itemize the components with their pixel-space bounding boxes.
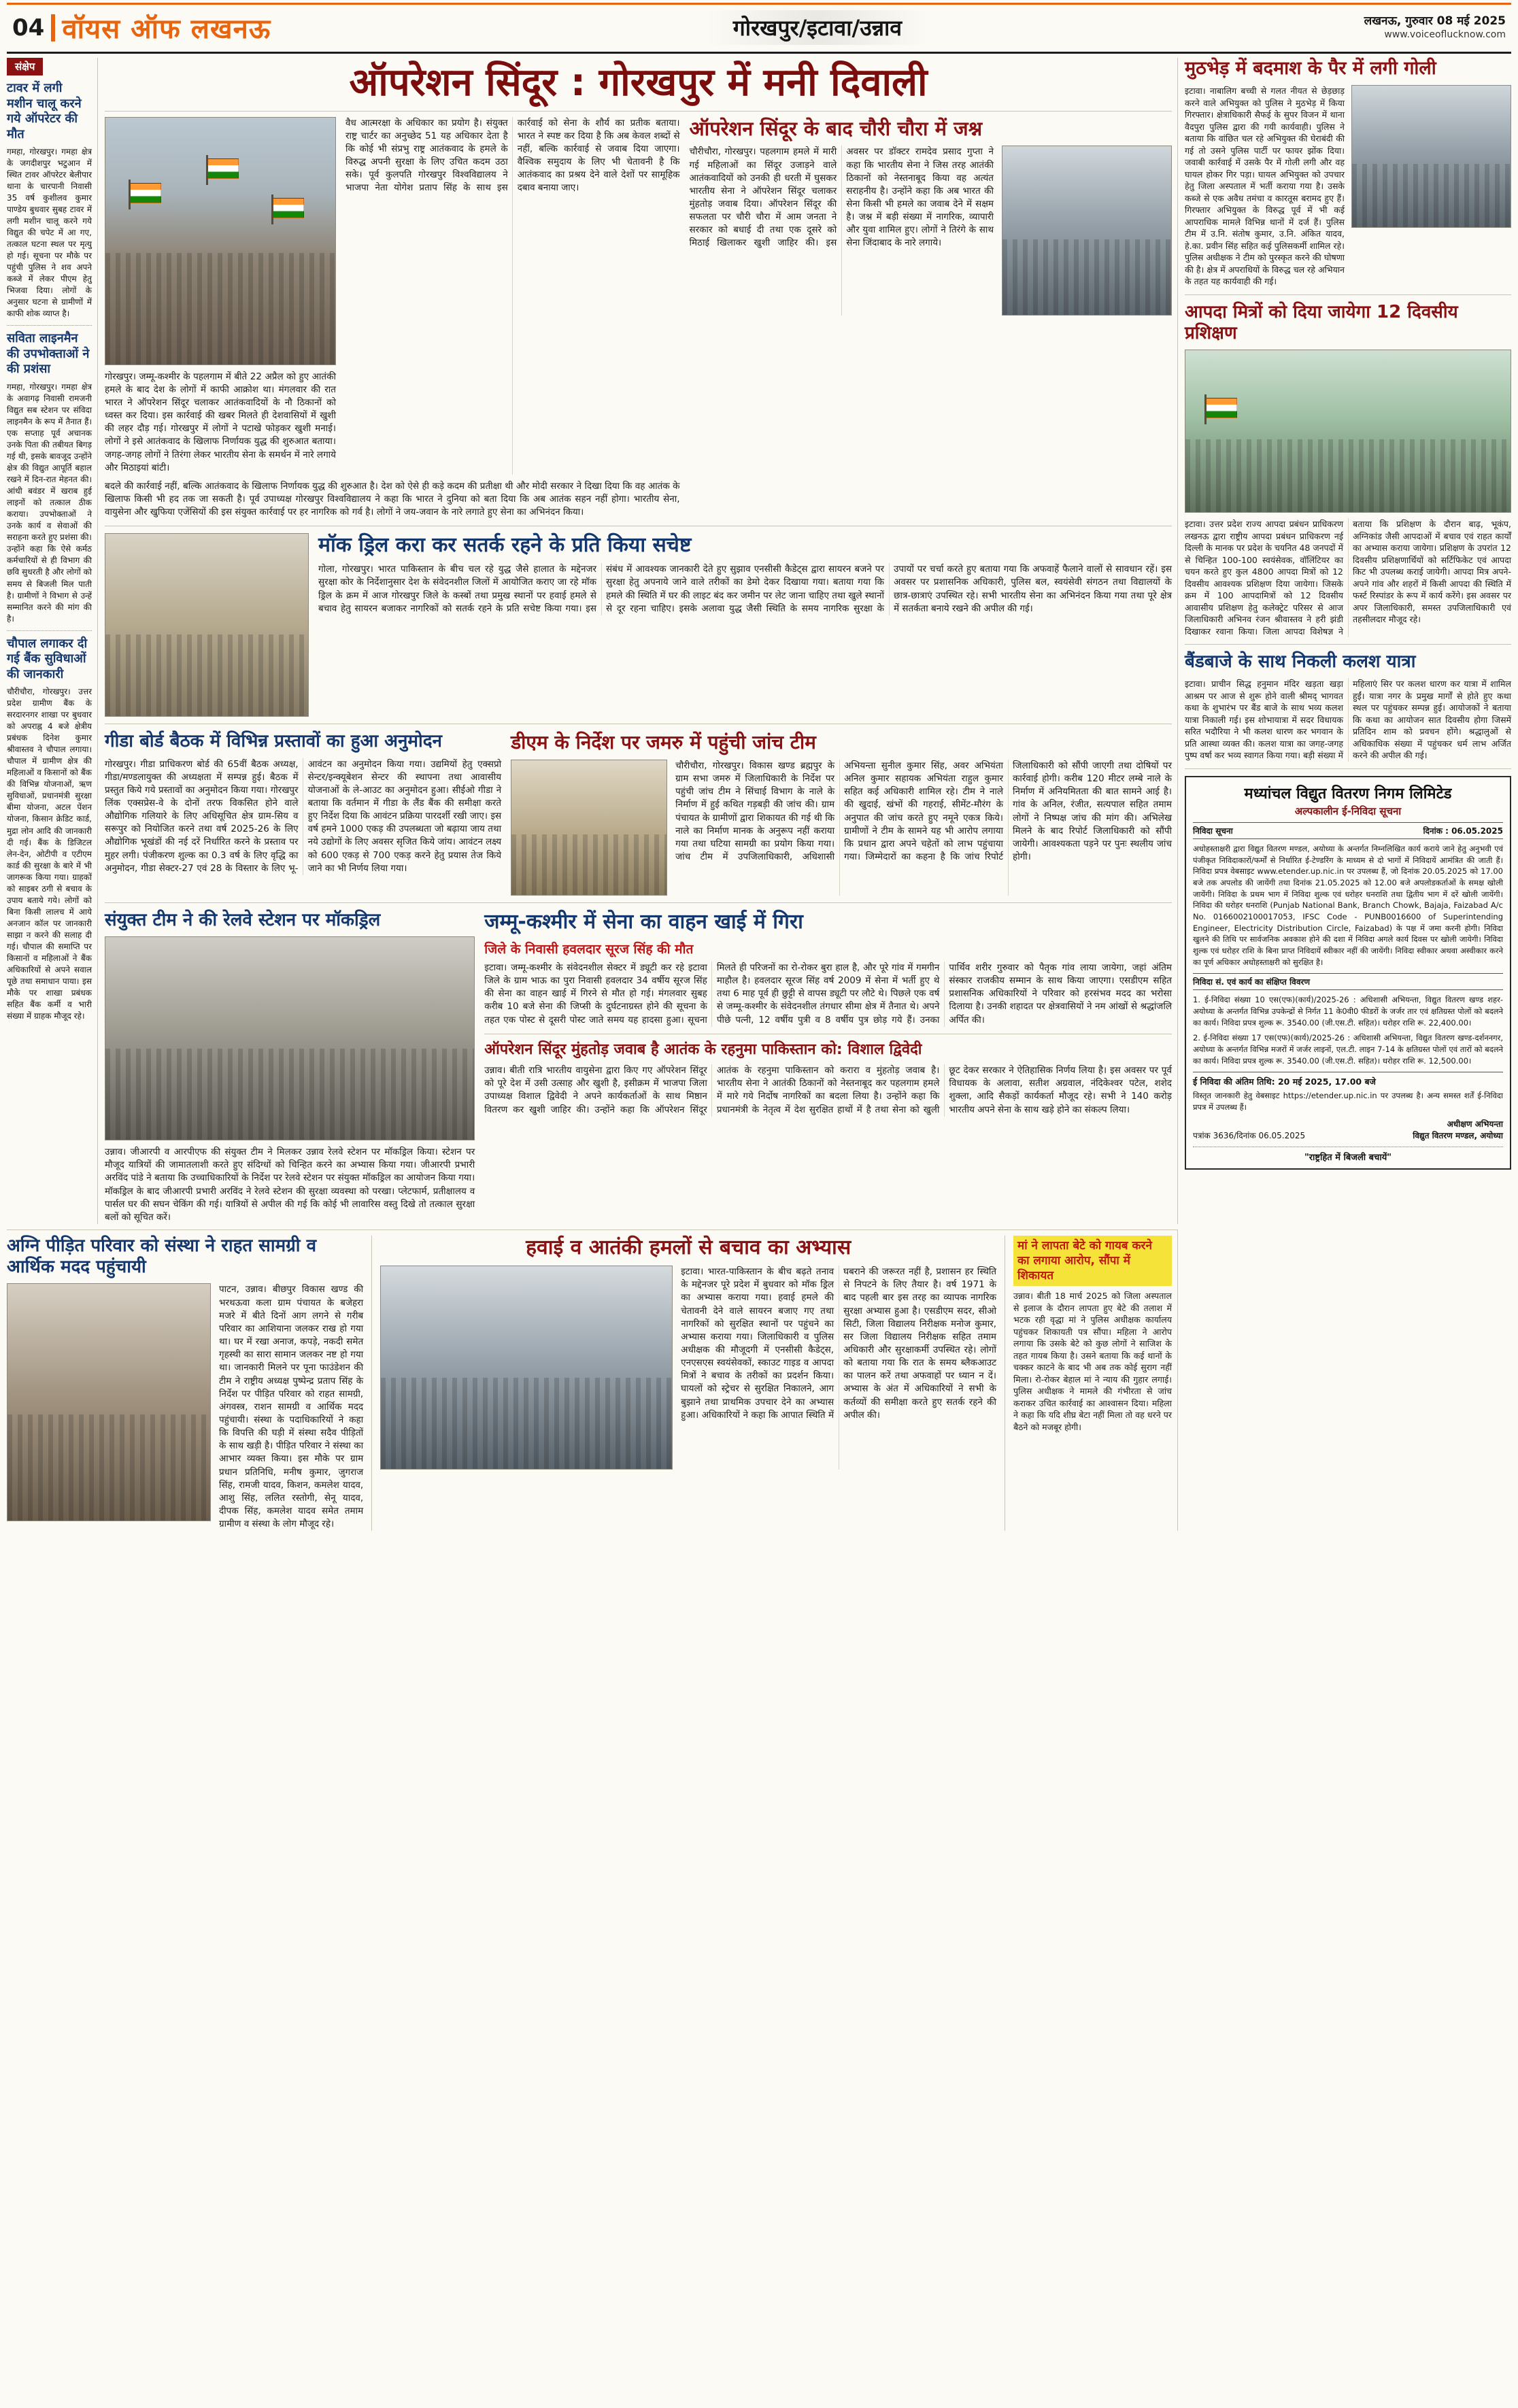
mid-row xyxy=(105,724,1172,896)
story-aapda-mitra xyxy=(1185,302,1511,645)
photo-crowd-flags xyxy=(105,117,336,365)
lead-headline: ऑपरेशन सिंदूर : गोरखपुर में मनी दिवाली xyxy=(349,61,928,105)
story-body: इटावा। उत्तर प्रदेश राज्य आपदा प्रबंधन प्राधिकरण लखनऊ द्वारा राष्ट्रीय आपदा प्रबंधन प्राधिकरण नई दिल्ली के मानक पर प्रदेश के चयनित 48 जनपदों में से चिन्हित 100-100 स्वयंसेवक, वॉलिंटियर का चयन करते हुए कुल 4800 आपदा मित्रों को 12 दिवसीय आवश्यक प्रशिक्षण दिया जायेगा। जिसके क्रम में 100 आपदामित्रों को 12 दिवसीय आवासीय प्रशिक्षण हेतु कलेक्ट्रेट परिसर से आज जिलाधिकारी अभिनव रंजन श्रीवास्तव ने हरी झंडी दिखाकर रवाना किया। जिला आपदा विशेषज्ञ ने बताया कि प्रशिक्षण के दौरान बाढ़, भूकंप, अग्निकांड जैसी आपदाओं में बचाव एवं राहत कार्यों का अभ्यास कराया जायेगा। प्रशिक्षण के उपरांत 12 दिवसीय प्रशिक्षणार्थियों को सर्टिफिकेट एवं आपदा किट भी उपलब्ध कराई जायेगी। आपदा मित्र अपने-अपने गांव और शहरों में किसी आपदा की स्थिति में फर्स्ट रिस्पांडर के रूप में कार्य करेंगे। इस अवसर पर अपर जिलाधिकारी, समस्त उपजिलाधिकारी एवं तहसीलदार मौजूद रहे। xyxy=(1185,519,1511,637)
story-headline: अग्नि पीड़ित परिवार को संस्था ने राहत सामग्री व आर्थिक मदद पहुंचायी xyxy=(7,1236,317,1278)
story-fire-relief xyxy=(7,1236,363,1531)
story-lead xyxy=(105,117,680,520)
photo-soldiers-station xyxy=(105,936,475,1140)
section-title: गोरखपुर/इटावा/उन्नाव xyxy=(706,10,929,45)
photo-officials-group xyxy=(380,1266,673,1470)
india-flag-icon xyxy=(130,183,161,203)
lead-row xyxy=(105,111,1172,520)
lead-body-3: बदले की कार्रवाई नहीं, बल्कि आतंकवाद के खिलाफ निर्णायक युद्ध की शुरुआत है। देश को ऐसे ही कड़े कदम की प्रतीक्षा थी और मोदी सरकार ने दिखा दिया कि वह आतंक के खिलाफ किसी भी हद तक जा सकती है। पूर्व उपाध्यक्ष गोरखपुर विश्वविद्यालय ने कहा कि भारत ने दुनिया को बता दिया कि अब आतंक सहन नहीं होगा। भारतीय सेना, वायुसेना और खुफिया एजेंसियों की इस संयुक्त कार्रवाई पर हर नागरिक को गर्व है। लोगों ने जय-जवान के नारे लगाते हुए सेना का अभिनंदन किया। xyxy=(105,480,680,518)
story-body: उन्नाव। बीती रात्रि भारतीय वायुसेना द्वारा किए गए ऑपरेशन सिंदूर को पूरे देश में उसी उत्साह और खुशी है, इसीक्रम में भाजपा जिला उपाध्यक्ष विशाल द्विवेदी ने अपने कार्यकर्ताओं के साथ मिष्ठान वितरण कर खुशी जाहिर की। उन्होंने कहा कि ऑपरेशन सिंदूर आतंक के रहनुमा पाकिस्तान को करारा व मुंहतोड़ जवाब है। भारतीय सेना ने आतंकी ठिकानों को नेस्तनाबूद कर पहलगाम हमले में मारे गये निर्दोष नागरिकों का बदला लिया है। उन्होंने कहा कि प्रधानमंत्री के नेतृत्व में देश सुरक्षित हाथों में है तथा सेना को खुली छूट देकर सरकार ने ऐतिहासिक निर्णय लिया है। इस अवसर पर पूर्व विधायक के अलावा, सतीश अग्रवाल, नंदिकेश्वर पटेल, शशेद शुक्ला, आदि सैकड़ों कार्यकर्ता मौजूद रहे। सभी ने 140 करोड़ भारतीय अपने सेना के साथ खड़े होने का संकल्प लिया। xyxy=(484,1065,1172,1115)
briefs-label: संक्षेप xyxy=(7,58,43,75)
story-mock-drill xyxy=(105,526,1172,717)
brief-body: चौरीचौरा, गोरखपुर। उत्तर प्रदेश ग्रामीण बैंक के सरदारनगर शाखा पर बुधवार को अपराह्न 4 बजे क्षेत्रीय प्रबंधक दिनेश कुमार श्रीवास्तव ने चौपाल लगाया। चौपाल में ग्रामीण क्षेत्र की महिलाओं व किसानों को बैंक की विभिन्न योजनाओं, ऋण सुविधाओं, प्रधानमंत्री सुरक्षा बीमा योजना, अटल पेंशन योजना, किसान क्रेडिट कार्ड, मुद्रा लोन आदि की जानकारी दी गई। बैंक के डिजिटल लेन-देन, ओटीपी व एटीएम कार्ड की सुरक्षा के बारे में भी जागरूक किया गया। ग्राहकों को साइबर ठगी से बचाव के उपाय बताये गये। लोगों को बिना किसी लालच में आये अनजान कॉल पर जानकारी साझा न करने की सलाह दी गई। चौपाल की समाप्ति पर किसानों व महिलाओं ने बैंक अधिकारियों से अपने सवाल पूछे तथा समाधान पाया। इस मौके पर शाखा प्रबंधक सहित बैंक कर्मी व भारी संख्या में ग्राहक मौजूद रहे। xyxy=(7,687,92,1021)
story-body: गोला, गोरखपुर। भारत पाकिस्तान के बीच चल रहे युद्ध जैसे हालात के मद्देनजर सुरक्षा कोर के निर्देशानुसार देश के संवेदनशील जिलों में आयोजित कराए जा रहे मॉक ड्रिल के क्रम में आज गोरखपुर जिले के कस्बों तथा प्रमुख स्थानों पर हवाई हमले से बचाव हेतु सायरन बजाकर नागरिकों को सतर्क रहने के प्रति सचेष्ट किया गया। इस संबंध में आवश्यक जानकारी देते हुए सुझाव एनसीसी कैडेट्स द्वारा सायरन बजने पर सुरक्षा हेतु अपनाये जाने वाले तरीकों का डेमो देकर दिखाया गया। बताया गया कि हमले की स्थिति में घर की लाइट बंद कर जमीन पर लेट जाना चाहिए तथा खुले स्थानों से दूर रहना चाहिए। इसके अलावा युद्ध जैसी स्थिति के समय नागरिक सुरक्षा के उपायों पर चर्चा करते हुए बताया गया कि अफवाहें फैलाने वालों से सावधान रहें। इस अवसर पर प्रशासनिक अधिकारी, पुलिस बल, स्वयंसेवी संगठन तथा विद्यालयों के छात्र-छात्राएं उपस्थित रहे। सभी भारतीय सेना का अभिनंदन किया गया तथा पूरे क्षेत्र में सतर्कता बनाये रखने की अपील की गई। xyxy=(318,564,1172,614)
masthead-divider xyxy=(51,14,55,41)
story-railway-mockdrill xyxy=(105,910,475,1224)
tender-website-note: विस्तृत जानकारी हेतु वेबसाइट https://etender.up.nic.in पर उपलब्ध है। अन्य समस्त शर्तें ई-निविदा प्रपत्र में उपलब्ध हैं। xyxy=(1193,1091,1503,1113)
page-grid xyxy=(7,58,1511,1531)
brief-headline: टावर में लगी मशीन चालू करने गये ऑपरेटर की मौत xyxy=(7,81,82,141)
story-headline: आपदा मित्रों को दिया जायेगा 12 दिवसीय प्रशिक्षण xyxy=(1185,301,1458,344)
brief-body: गमहा, गोरखपुर। गमहा क्षेत्र के जगदीशपुर भटुआन में स्थित टावर ऑपरेटर बेलीपार थाना के चारपानी निवासी 35 वर्ष कुशीलव कुमार पाण्डेय बुधवार सुबह टावर में लगी मशीन चालू करने गये विद्युत की चपेट में आ गए, तत्काल घटना स्थल पर मृत्यु हो गई। सूचना पर मौके पर पहुंची पुलिस ने शव अपने कब्जे में लेकर पीएम हेतु भिजवा दिया। लोगों के अनुसार घटना से ग्रामीणों में काफी शोक व्याप्त है। xyxy=(7,147,92,319)
tender-summary-heading: निविदा सं. एवं कार्य का संक्षिप्त विवरण xyxy=(1193,977,1311,987)
tender-signoff xyxy=(1413,1119,1503,1142)
story-army-vehicle xyxy=(484,910,1172,1224)
tender-notice xyxy=(1185,776,1511,1170)
tender-slogan: "राष्ट्रहित में बिजली बचायें" xyxy=(1193,1147,1503,1163)
story-headline: ऑपरेशन सिंदूर मुंहतोड़ जवाब है आतंक के रहनुमा पाकिस्तान को: विशाल द्विवेदी xyxy=(484,1040,922,1058)
story-chauri-chaura xyxy=(690,117,1172,520)
story-layout xyxy=(1185,85,1511,288)
divider xyxy=(7,325,92,326)
masthead-right xyxy=(1364,14,1506,41)
story-headline: बैंडबाजे के साथ निकली कलश यात्रा xyxy=(1185,651,1416,673)
divider xyxy=(7,630,92,631)
main-column xyxy=(105,58,1178,1224)
story-headline: संयुक्त टीम ने की रेलवे स्टेशन पर मॉकड्रिल xyxy=(105,909,381,930)
brief-headline: चौपाल लगाकर दी गई बैंक सुविधाओं की जानकारी xyxy=(7,636,88,681)
green-flag-icon xyxy=(1206,398,1237,418)
story-kalash-yatra xyxy=(1185,651,1511,769)
story-missing-son xyxy=(1013,1236,1172,1531)
tender-meta xyxy=(1193,822,1503,839)
tender-organization: मध्यांचल विद्युत वितरण निगम लिमिटेड xyxy=(1244,785,1452,802)
masthead xyxy=(7,3,1511,54)
briefs-column xyxy=(7,58,98,1224)
brief-item xyxy=(7,331,92,624)
photo-police-officers xyxy=(1351,85,1511,228)
story-gida-board xyxy=(105,731,501,896)
tender-summary-bar xyxy=(1193,973,1503,990)
paper-name: वॉयस ऑफ लखनऊ xyxy=(62,14,271,45)
bottom-row xyxy=(7,1230,1178,1531)
lead-body-1: गोरखपुर। जम्मू-कश्मीर के पहलगाम में बीते 22 अप्रैल को हुए आतंकी हमले के बाद देश के लोगों में काफी आक्रोश था। मंगलवार की रात भारत ने ऑपरेशन सिंदूर चलाकर आतंकवादियों के नौ ठिकानों को ध्वस्त कर दिया। इस कार्रवाई की खबर मिलते ही देशवासियों में खुशी की लहर दौड़ गई। गोरखपुर में लोगों ने पटाखे फोड़कर खुशी मनाई। लोगों ने इसे आतंकवाद के खिलाफ निर्णायक युद्ध की शुरुआत बताया। जगह-जगह लोगों ने तिरंगा लेकर भारतीय सेना के समर्थन में नारे लगाये और मिठाइयां बांटी। xyxy=(105,371,336,473)
tender-date: दिनांक : 06.05.2025 xyxy=(1423,826,1503,836)
story-body: इटावा। प्राचीन सिद्ध हनुमान मंदिर खड़ता खड़ा आश्रम पर आज से शुरू होने वाली श्रीमद् भागवत कथा के शुभारंभ पर बैंड बाजे के साथ भव्य कलश यात्रा निकाली गई। इस शोभायात्रा में सदर विधायक सरित भदौरिया ने भी कलश धारण कर भगवान के प्रति आस्था व्यक्त की। कलश यात्रा का जगह-जगह पुष्प वर्षा कर भव्य स्वागत किया गया। बड़ी संख्या में महिलाएं सिर पर कलश धारण कर यात्रा में शामिल हुईं। यात्रा नगर के प्रमुख मार्गों से होते हुए कथा स्थल पर पहुंचकर सम्पन्न हुई। आयोजकों ने बताया कि कथा का आयोजन सात दिवसीय होगा जिसमें प्रतिदिन शाम को प्रवचन होंगे। श्रद्धालुओं से अधिकाधिक संख्या में पहुंचकर धर्म लाभ अर्जित करने की अपील की गई। xyxy=(1185,679,1511,761)
story-air-drill xyxy=(371,1236,1005,1531)
brief-body: गमहा, गोरखपुर। गमहा क्षेत्र के अवागढ़ निवासी रामजनी विद्युत सब स्टेशन पर संविदा लाइनमैन के रूप में तैनात हैं। एक सप्ताह पूर्व अचानक उनके पिता की तबीयत बिगड़ गई थी, इसके बावजूद उन्होंने क्षेत्र की विद्युत आपूर्ति बहाल रखने में दिन-रात मेहनत की। आंधी बवंडर में खराब हुई लाइनों को तत्काल ठीक कराया। उपभोक्ताओं ने उनके कार्य व सेवाओं की सराहना करते हुए प्रशंसा की। उन्होंने कहा कि ऐसे कर्मठ कर्मचारियों से ही विभाग की छवि सुधरती है और लोगों को समय से बिजली मिल पाती है। ग्रामीणों ने विभाग से उन्हें सम्मानित करने की मांग की है। xyxy=(7,381,92,624)
story-body: चौरीचौरा, गोरखपुर। पहलगाम हमले में मारी गई महिलाओं का सिंदूर उजाड़ने वाले आतंकवादियों को उनकी ही धरती में घुसकर भारतीय सेना ने ऑपरेशन सिंदूर चलाकर मुंहतोड़ जवाब दिया। ऑपरेशन सिंदूर की सफलता पर चौरी चौरा में आम जनता ने सरकार को बधाई दी तथा एक दूसरे को मिठाई खिलाकर खुशी जाहिर की। इस अवसर पर डॉक्टर रामदेव प्रसाद गुप्ता ने कहा कि भारतीय सेना ने जिस तरह आतंकी ठिकानों को नेस्तनाबूद किया वह अत्यंत सराहनीय है। उन्होंने कहा कि अब भारत की सेना किसी भी हमले का जवाब देने में सक्षम है। जश्न में बड़ी संख्या में नागरिक, व्यापारी और युवा शामिल हुए। लोगों ने तिरंगे के साथ सेना जिंदाबाद के नारे लगाये। xyxy=(689,146,994,249)
story-headline: जम्मू-कश्मीर में सेना का वाहन खाई में गिरा xyxy=(484,909,803,934)
story-layout xyxy=(511,760,1172,896)
photo-police-celebration xyxy=(1002,146,1172,316)
right-column xyxy=(1185,58,1511,1531)
photo-parade-drill xyxy=(105,533,309,717)
photo-bus-flagoff xyxy=(1185,350,1511,513)
story-subhead: जिले के निवासी हवलदार सूरज सिंह की मौत xyxy=(484,941,694,957)
tender-footer xyxy=(1193,1119,1503,1142)
story-body: उन्नाव। जीआरपी व आरपीएफ की संयुक्त टीम ने मिलकर उन्नाव रेलवे स्टेशन पर मॉकड्रिल किया। स्टेशन पर मौजूद यात्रियों की जामातलाशी करते हुए संदिग्धों को चिन्हित करने का अभ्यास किया गया। जीआरपी प्रभारी अरविंद पांडे ने बताया कि उच्चाधिकारियों के निर्देश पर रेलवे स्टेशन पर संयुक्त मॉकड्रिल का आयोजन किया गया। मॉकड्रिल के बाद जीआरपी प्रभारी अरविंद ने रेलवे स्टेशन की सुरक्षा व्यवस्था को परखा। प्लेटफार्म, प्रतीक्षालय व पार्सल घर की सघन चेकिंग की गई। यात्रियों से अपील की गई कि कोई भी लावारिस वस्तु दिखे तो तत्काल सुरक्षा बलों को सूचित करें। xyxy=(105,1147,475,1223)
website-url: www.voiceoflucknow.com xyxy=(1384,29,1506,41)
tender-intro: अधोहस्ताक्षरी द्वारा विद्युत वितरण मण्डल, अयोध्या के अन्तर्गत निम्नलिखित कार्य कराये जाने हेतु अनुभवी एवं पंजीकृत निविदाकारों/फर्मों से निर्धारित ई-टेण्डरिंग के माध्यम से दो भागों में निविदायें आमंत्रित की जाती हैं। निविदा प्रपत्र वेबसाइट www.etender.up.nic.in पर उपलब्ध हैं, जो दिनांक 20.05.2025 को 17.00 बजे तक अपलोड की जायेंगी तथा दिनांक 21.05.2025 को 12.00 बजे अपलोडकर्ताओं के समक्ष खोली जायेंगी। निविदा के प्रथम भाग में निविदा शुल्क एवं धरोहर धनराशि तथा द्वितीय भाग में दरें खोली जायेंगी। निविदा की धरोहर धनराशि (Punjab National Bank, Branch Chowk, Bajaja, Faizabad A/c No. 0166002100017053, IFSC Code - PUNB0016600 of Superintending Engineer, Electricity Distribution Circle, Faizabad) के पक्ष में जमा करनी होगी। निविदा खुलने की तिथि पर सार्वजनिक अवकाश होने की दशा में निविदा अगले कार्य दिवस पर खोली जायेगी। निविदा शुल्क एवं धरोहर राशि के बिना प्राप्त निविदायें स्वीकार नहीं की जायेंगी। निविदा स्वीकार अथवा अस्वीकार करने का पूर्ण अधिकार अधोहस्ताक्षरी को सुरक्षित है। xyxy=(1193,843,1503,967)
story-body: इटावा। भारत-पाकिस्तान के बीच बढ़ते तनाव के मद्देनजर पूरे प्रदेश में बुधवार को मॉक ड्रिल का अभ्यास कराया गया। हवाई हमले की चेतावनी देने वाले सायरन बजाए गए तथा नागरिकों को सुरक्षित स्थानों पर पहुंचने का अभ्यास कराया गया। जिलाधिकारी व पुलिस अधीक्षक की मौजूदगी में एनसीसी कैडेट्स, एनएसएस स्वयंसेवकों, स्काउट गाइड व आपदा मित्रों ने बचाव के तरीकों का प्रदर्शन किया। घायलों को स्ट्रेचर से सुरक्षित निकालने, आग बुझाने तथा प्राथमिक उपचार देने का अभ्यास हुआ। अधिकारियों ने कहा कि आपात स्थिति में घबराने की जरूरत नहीं है, प्रशासन हर स्थिति से निपटने के लिए तैयार है। वर्ष 1971 के बाद पहली बार इस तरह का व्यापक नागरिक सुरक्षा अभ्यास हुआ है। एसडीएम सदर, सीओ सिटी, जिला विद्यालय निरीक्षक मनोज कुमार, सर जिला विद्यालय निरीक्षक सहित तमाम अधिकारी और सुरक्षाकर्मी उपस्थित रहे। लोगों को बताया गया कि रात के समय ब्लैकआउट का पालन करें तथा अफवाहों पर ध्यान न दें। अभ्यास के अंत में अधिकारियों ने सभी के कर्तव्यों की समीक्षा करते हुए सतर्क रहने की अपील की। xyxy=(681,1266,997,1421)
story-headline: हवाई व आतंकी हमलों से बचाव का अभ्यास xyxy=(526,1236,851,1260)
tender-notice-label: निविदा सूचना xyxy=(1193,826,1233,836)
story-body: चौरीचौरा, गोरखपुर। विकास खण्ड ब्रह्मपुर के ग्राम सभा जमरु में जिलाधिकारी के निर्देश पर पहुंची जांच टीम ने सिंचाई विभाग के नाले के निर्माण में हुई कथित गड़बड़ी की जांच की। ग्राम पंचायत के ग्रामीणों द्वारा शिकायत की गई थी कि नाले का निर्माण मानक के अनुरूप नहीं कराया गया तथा घटिया सामग्री का प्रयोग किया गया। जांच टीम में उपजिलाधिकारी, अधिशासी अभियन्ता सुनील कुमार सिंह, अवर अभियंता अनिल कुमार सहायक अभियंता राहुल कुमार सहित कई अधिकारी शामिल रहे। टीम ने नाले की खुदाई, खंभों की गहराई, सीमेंट-मौरंग के अनुपात की जांच करते हुए नमूने एकत्र किये। ग्रामीणों ने टीम के सामने यह भी आरोप लगाया कि प्रधान द्वारा अपने चहेतों को लाभ पहुंचाया गया। जिम्मेदारों का कहना है कि जांच रिपोर्ट जिलाधिकारी को सौंपी जाएगी तथा दोषियों पर कार्रवाई होगी। करीब 120 मीटर लम्बे नाले के निर्माण में अनियमितता की बात सामने आई है। गांव के अनिल, रंजीत, सत्यपाल सहित तमाम लोगों ने निष्पक्ष जांच की मांग की। अभिलेख मिलने के बाद रिपोर्ट जिलाधिकारी को सौंपी जायेगी। आवश्यकता पड़ने पर पुनः स्थलीय जांच होगी। xyxy=(675,760,1172,862)
page-number: 04 xyxy=(12,14,45,41)
brief-headline: सविता लाइनमैन की उपभोक्ताओं ने की प्रशंसा xyxy=(7,331,90,377)
tender-signoff-title: अधीक्षण अभियन्ता xyxy=(1447,1119,1503,1129)
lead-body-2: वैध आत्मरक्षा के अधिकार का प्रयोग है। संयुक्त राष्ट्र चार्टर का अनुच्छेद 51 यह अधिकार देता है कि कोई भी संप्रभु राष्ट्र आतंकवाद के हमले के विरुद्ध अपनी सुरक्षा के लिए उचित कदम उठा सके। पूर्व कुलपति गोरखपुर विश्वविद्यालय ने भाजपा नेता योगेश प्रताप सिंह के साथ इस कार्रवाई को सेना के शौर्य का प्रतीक बताया। भारत ने स्पष्ट कर दिया है कि अब केवल शब्दों से नहीं, बल्कि कार्रवाई से जवाब दिया जाएगा। वैश्विक समुदाय के लिए भी चेतावनी है कि आतंकवाद का प्रश्रय देने वाले देशों पर सामूहिक दबाव बनाया जाए। xyxy=(345,117,680,194)
tender-item-1: 1. ई-निविदा संख्या 10 एस(एफ)(कार्य)/2025-26 : अधिशासी अभियन्ता, विद्युत वितरण खण्ड शहर-अयोध्या के अन्तर्गत विभिन्न उपकेन्द्रों से निर्गत 11 के0वी0 फीडरों के जर्जर तार एवं क्षतिग्रस्त पोलों को बदलने का कार्य। निविदा प्रपत्र शुल्क रू. 3540.00 (जी.एस.टी. सहित)। धरोहर राशि रू. 22,400.00। xyxy=(1193,995,1503,1028)
date-line: लखनऊ, गुरुवार 08 मई 2025 xyxy=(1364,14,1506,29)
story-headline: मां ने लापता बेटे को गायब करने का लगाया आरोप, सौंपा में शिकायत xyxy=(1013,1236,1172,1286)
story-body: इटावा। जम्मू-कश्मीर के संवेदनशील सेक्टर में ड्यूटी कर रहे इटावा जिले के ग्राम भाऊ का पुरा निवासी हवलदार 34 वर्षीय सूरज सिंह की सेना का वाहन खाई में गिरने से मौत हो गई। मंगलवार सुबह करीब 10 बजे सेना की जिप्सी के दुर्घटनाग्रस्त होने की सूचना के तहत एक पोस्ट से दूसरी पोस्ट जाते समय यह हादसा हुआ। सूचना मिलते ही परिजनों का रो-रोकर बुरा हाल है, और पूरे गांव में गमगीन माहौल है। हवलदार सूरज सिंह वर्ष 2009 में सेना में भर्ती हुए थे तथा 6 माह पूर्व ही छुट्टी से वापस ड्यूटी पर लौटे थे। पिछले एक वर्ष से जम्मू-कश्मीर के संवेदनशील तंगधार सीमा क्षेत्र में तैनात थे। अपने पीछे पत्नी, 12 वर्षीय पुत्री व 8 वर्षीय पुत्र छोड़ गये हैं। उनका पार्थिव शरीर गुरुवार को पैतृक गांव लाया जायेगा, जहां अंतिम संस्कार राजकीय सम्मान के साथ किया जाएगा। एसडीएम सहित प्रशासनिक अधिकारियों ने परिवार को हरसंभव मदद का भरोसा दिलाया है। उनकी शहादत पर क्षेत्रवासियों ने नम आंखों से श्रद्धांजलि अर्पित की। xyxy=(484,962,1172,1025)
story-headline: डीएम के निर्देश पर जमरु में पहुंची जांच टीम xyxy=(511,731,816,754)
masthead-left xyxy=(12,9,271,46)
story-headline: गीडा बोर्ड बैठक में विभिन्न प्रस्तावों का हुआ अनुमोदन xyxy=(105,731,442,752)
story-body: गोरखपुर। गीडा प्राधिकरण बोर्ड की 65वीं बैठक अध्यक्ष, गीडा/मण्डलायुक्त की अध्यक्षता में सम्पन्न हुई। बैठक में प्रस्तुत किये गये प्रस्तावों का अनुमोदन किया गया। गोरखपुर लिंक एक्सप्रेस-वे के दोनों तरफ विकसित होने वाले औद्योगिक गलियारे के लिए अधिसूचित क्षेत्र ग्राम-सिय व सरूपुर को नियोजित करने तथा वर्ष 2025-26 के लिए औद्योगिक भूखंडों की नई दरें निर्धारित करने के प्रस्ताव पर मुहर लगी। पंजीकरण शुल्क का 0.3 वर्ष के लिए वृद्धि का अनुमोदन, गीडा सेक्टर-27 एवं 28 के विस्तार के लिए भू-आवंटन का अनुमोदन किया गया। उद्यमियों हेतु एक्सप्रो सेन्टर/इन्क्यूबेशन सेन्टर की स्थापना तथा आवासीय योजनाओं के ले-आउट का अनुमोदन हुआ। सीईओ गीडा ने बताया कि वर्तमान में गीडा के लैंड बैंक की समीक्षा करते हुए निर्देश दिया कि आवंटन प्रक्रिया पारदर्शी रखी जाए। इस वर्ष हमने 1000 एकड़ की उपलब्धता जो बढ़ाया जाय तथा नये उद्योगों के लिए अवसर सृजित किये जांय। आवंटन लक्ष्य को 600 एकड़ से 700 एकड़ करने हेतु प्रयास तेज किये जाने का भी निर्णय लिया गया। xyxy=(105,758,502,874)
story-layout xyxy=(690,146,1172,316)
brief-item xyxy=(7,637,92,1022)
brief-item xyxy=(7,81,92,320)
tender-signoff-org: विद्युत वितरण मण्डल, अयोध्या xyxy=(1413,1130,1503,1140)
story-encounter xyxy=(1185,58,1511,295)
tender-subtitle: अल्पकालीन ई-निविदा सूचना xyxy=(1294,804,1402,817)
story-dm-jamru xyxy=(511,731,1172,896)
story-headline: ऑपरेशन सिंदूर के बाद चौरी चौरा में जश्न xyxy=(689,116,983,140)
photo-inspection-team xyxy=(511,760,667,896)
tender-ref: पत्रांक 3636/दिनांक 06.05.2025 xyxy=(1193,1131,1306,1141)
story-content xyxy=(318,533,1172,717)
photo-relief-distribution xyxy=(7,1283,211,1521)
story-headline: मॉक ड्रिल करा कर सतर्क रहने के प्रति किया सचेष्ट xyxy=(318,533,692,558)
story-headline: मुठभेड़ में बदमाश के पैर में लगी गोली xyxy=(1185,58,1436,79)
story-layout xyxy=(380,1266,996,1470)
lead-media xyxy=(105,117,336,475)
india-flag-icon xyxy=(207,158,239,179)
tender-item-2: 2. ई-निविदा संख्या 17 एस(एफ)(कार्य)/2025-26 : अधिशासी अभियन्ता, विद्युत वितरण खण्ड-दर्शननगर, अयोध्या के अन्तर्गत विभिन्न मजरों में जर्जर लाइनों, एल.टी. लाइन 7-14 के क्षतिग्रस्त पोलों एवं तारों को बदलने का कार्य। निविदा प्रपत्र शुल्क रू. 3540.00 (जी.एस.टी. सहित)। धरोहर राशि रू. 12,500.00। xyxy=(1193,1033,1503,1066)
story-body: पाटन, उन्नाव। बीछपुर विकास खण्ड की भरथऊवा कला ग्राम पंचायत के बजेहरा मजरे में बीते दिनों आग लगने से गरीब परिवार का आशियाना जलकर राख हो गया था। घर में रखा अनाज, कपड़े, नकदी समेत गृहस्थी का सारा सामान जलकर नष्ट हो गया था। जानकारी मिलने पर पूना फाउंडेशन की टीम ने राष्ट्रीय अध्यक्ष पुष्पेन्द्र प्रताप सिंह के निर्देश पर पीड़ित परिवार को राहत सामग्री, अंगवस्त्र, राशन सामग्री व आर्थिक मदद पहुंचायी। संस्था के पदाधिकारियों ने कहा कि विपत्ति की घड़ी में संस्था सदैव पीड़ितों के साथ खड़ी है। पीड़ित परिवार ने संस्था का आभार व्यक्त किया। इस मौके पर ग्राम प्रधान प्रतिनिधि, मनीष कुमार, जुगराज सिंह, रामजी यादव, किशन, कमलेश यादव, आशु सिंह, ललित रस्तोगी, सेनू यादव, दीपक सिंह, कमलेश यादव समेत तमाम ग्रामीण व संस्था के लोग मौजूद रहे। xyxy=(219,1284,364,1530)
story-body: इटावा। नाबालिग बच्ची से गलत नीयत से छेड़छाड़ करने वाले अभियुक्त को पुलिस ने मुठभेड़ में किया गिरफ्तार। क्षेत्राधिकारी सैफई के सुपर विजन में थाना वैदपुरा पुलिस द्वारा की गयी कार्यवाही। पुलिस ने बताया कि वांछित चल रहे अभियुक्त की घेराबंदी की गई तो उसने पुलिस पार्टी पर फायर झोंक दिया। जवाबी कार्रवाई में उसके पैर में गोली लगी और वह घायल होकर गिर पड़ा। घायल अभियुक्त को उपचार हेतु जिला अस्पताल में भर्ती कराया गया है। उसके कब्जे से एक अवैध तमंचा व कारतूस बरामद हुए हैं। गिरफ्तार अभियुक्त के विरुद्ध पूर्व में भी कई आपराधिक मामले विभिन्न थानों में दर्ज हैं। पुलिस टीम में उ.नि. संतोष कुमार, उ.नि. अंकित यादव, हे.का. प्रवीन सिंह सहित कई पुलिसकर्मी शामिल रहे। पुलिस अधीक्षक ने टीम को पुरस्कृत करने की घोषणा की है। क्षेत्र में अपराधियों के विरुद्ध चल रहे अभियान के तहत यह कार्यवाही की गई। xyxy=(1185,86,1345,287)
tender-deadline: ई निविदा की अंतिम तिथि: 20 मई 2025, 17.00 बजे xyxy=(1193,1072,1503,1087)
story-body: उन्नाव। बीती 18 मार्च 2025 को जिला अस्पताल से इलाज के दौरान लापता हुए बेटे की तलाश में भटक रही वृद्धा मां ने पुलिस अधीक्षक कार्यालय पहुंचकर शिकायती पत्र सौंपा। महिला ने आरोप लगाया कि उसके बेटे को कुछ लोगों ने साजिश के तहत गायब किया है। उसने बताया कि कई थानों के चक्कर काटने के बाद भी अब तक कोई सुराग नहीं मिला। रो-रोकर बेहाल मां ने न्याय की गुहार लगाई। पुलिस अधीक्षक ने मामले की गंभीरता से जांच कराकर उचित कार्रवाई का आश्वासन दिया। महिला ने कहा कि यदि शीघ्र बेटा नहीं मिला तो वह धरने पर बैठने को मजबूर होगी। xyxy=(1013,1291,1172,1432)
lower-row xyxy=(105,902,1172,1224)
india-flag-icon xyxy=(273,198,304,218)
story-layout xyxy=(7,1283,363,1531)
lead-wrap xyxy=(105,117,680,475)
